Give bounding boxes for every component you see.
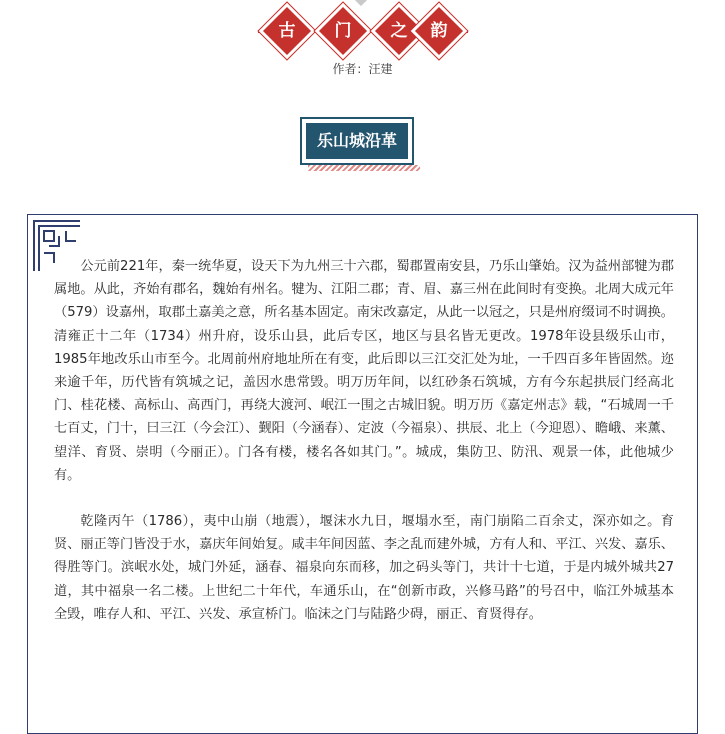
badge-stripes [308, 165, 420, 171]
author-line: 作者：汪建 [332, 62, 393, 76]
section-title-badge [300, 117, 414, 165]
title-banner [0, 8, 725, 56]
title-char-badge [422, 14, 456, 48]
section-title: 乐山城沿革 [306, 123, 408, 159]
title-char-badge [382, 14, 416, 48]
article-paragraph: 公元前221年，秦一统华夏，设天下为九州三十六郡，蜀郡置南安县，乃乐山肇始。汉为益州部犍为郡属地。从此，齐始有郡名，魏始有州名。犍为、江阳二郡；青、眉、嘉三州在此间时有变换。北周大成元年（579）设嘉州，取郡土嘉美之意，所名基本固定。南宋改嘉定，从此一以冠之，只是州府缀词不时调换。清雍正十二年（1734）州升府，设乐山县，此后专区，地区与县名皆无更改。1978年设县级乐山市，1985年地改乐山市至今。北周前州府地址所在有变，此后即以三江交汇处为址，一千四百多年皆固然。迩来逾千年，历代皆有筑城之记，盖因水患常毁。明万历年间，以红砂条石筑城，方有今东起拱辰门经高北门、桂花楼、高标山、高西门，再绕大渡河、岷江一围之古城旧貌。明万历《嘉定州志》载，“石城周一千七百丈，门十，曰三江（今会江）、觐阳（今涵春）、定波（今福泉）、拱辰、北上（今迎恩）、瞻峨、来薰、望洋、育贤、崇明（今丽正）。门各有楼，楼名各如其门。”。城成，集防卫、防汛、观景一体，此他城少有。 [54, 259, 674, 483]
top-decoration [354, 0, 368, 6]
title-char: 韵 [430, 21, 448, 41]
title-char-badge [326, 14, 360, 48]
article-paragraph: 乾隆丙午（1786），夷中山崩（地震），堰沫水九日，堰塌水至，南门崩陷二百余丈，深亦如之。育贤、丽正等门皆没于水，嘉庆年间始复。咸丰年间因蓝、李之乱而建外城，方有人和、平江、兴发、嘉乐、得胜等门。滨岷水处，城门外延，涵春、福泉向东而移，加之码头等门，共计十七道，于是内城外城共27道，其中福泉一名二楼。上世纪二十年代，车通乐山，在“创新市政，兴修马路”的号召中，临江外城基本全毁，唯存人和、平江、兴发、承宣桥门。临沫之门与陆路少碍，丽正、育贤得存。 [54, 514, 674, 622]
title-char: 古 [278, 21, 296, 41]
title-char-badge [270, 14, 304, 48]
title-char: 之 [390, 21, 408, 41]
title-char: 门 [334, 21, 352, 41]
article-body [54, 255, 674, 649]
